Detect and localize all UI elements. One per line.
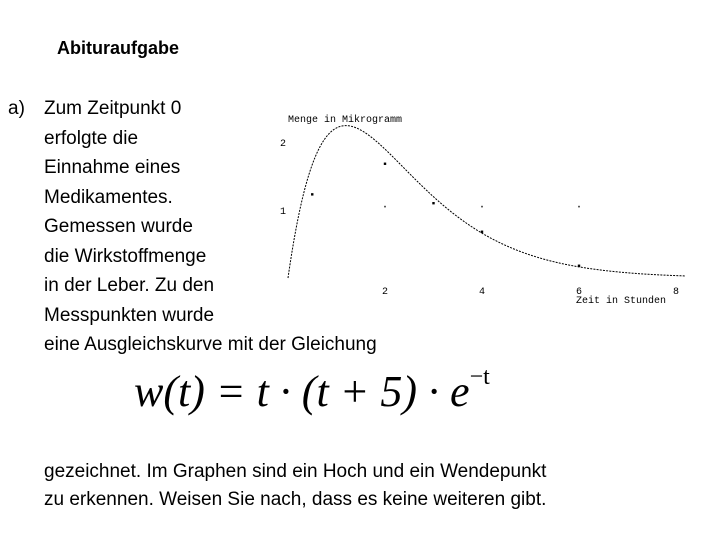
x-tick-label: 2 — [382, 287, 389, 298]
curve-line — [288, 126, 686, 278]
task-line: Medikamentes. — [44, 186, 173, 208]
question-line: gezeichnet. Im Graphen sind ein Hoch und ein Wendepunkt — [44, 461, 547, 482]
measurement-point — [384, 163, 386, 165]
x-axis-label: Zeit in Stunden — [576, 296, 667, 307]
measurement-point — [432, 202, 434, 204]
question-line: zu erkennen. Weisen Sie nach, dass es keine weiteren gibt. — [44, 489, 547, 510]
task-line: Messpunkten wurde — [44, 304, 215, 326]
x-tick-label: 4 — [479, 287, 486, 298]
equation-exponent: −t — [469, 364, 490, 391]
x-tick-label: 6 — [576, 287, 583, 298]
equation-lhs: w(t) — [134, 367, 205, 416]
y-tick-label: 2 — [279, 139, 286, 150]
y-axis-label: Menge in Mikrogramm — [288, 115, 403, 126]
task-line: in der Leber. Zu den — [44, 275, 215, 296]
x-tick-label: 8 — [673, 287, 680, 298]
task-label: a) — [8, 98, 25, 119]
equation-rhs: = t · (t + 5) · e — [215, 367, 470, 416]
grid-mark — [384, 206, 386, 208]
task-question — [44, 458, 546, 514]
page-heading: Abituraufgabe — [57, 38, 180, 58]
equation — [134, 366, 490, 417]
task-line: Gemessen wurde — [44, 216, 193, 237]
task-line: die Wirkstoffmenge — [44, 245, 207, 267]
measurement-point — [481, 231, 483, 233]
task-line: Einnahme eines — [44, 157, 181, 178]
measurement-point — [311, 193, 313, 195]
y-tick-label: 1 — [279, 207, 286, 218]
task-line: eine Ausgleichskurve mit der Gleichung — [44, 334, 377, 355]
task-line: erfolgte die — [44, 127, 139, 149]
task-line: Zum Zeitpunkt 0 — [44, 98, 182, 119]
grid-mark — [578, 206, 580, 208]
function-graph — [270, 100, 700, 315]
grid-mark — [481, 206, 483, 208]
measurement-point — [578, 265, 580, 267]
